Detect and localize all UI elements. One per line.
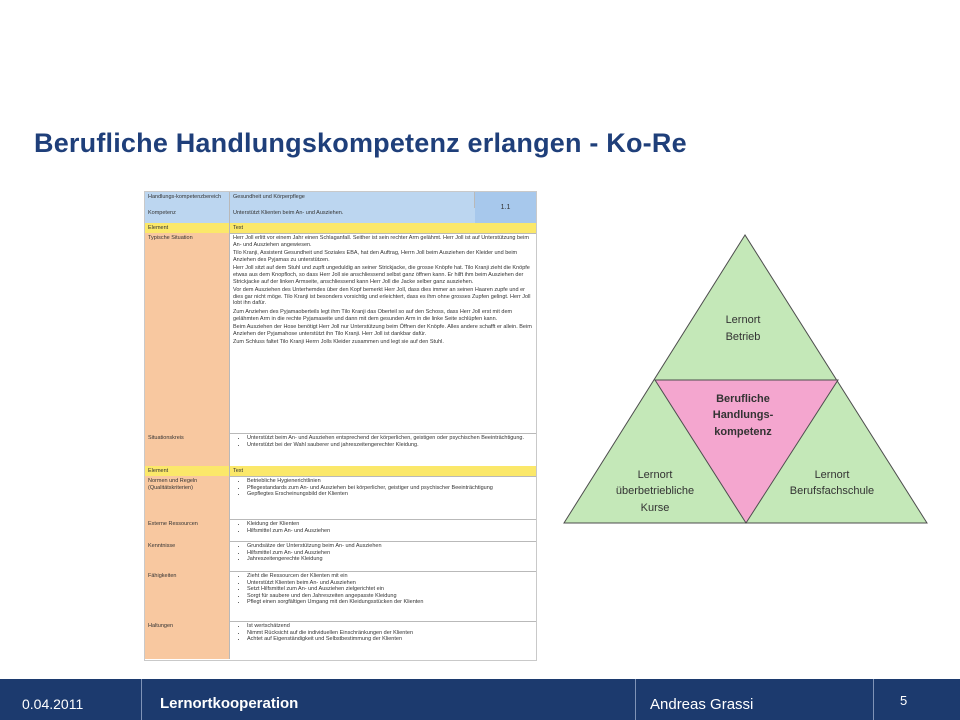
list-item: • Betriebliche Hygienerichtlinien [247, 478, 533, 485]
label-bereich: Handlungs-kompetenzbereich [145, 192, 230, 208]
situation-paragraph: Zum Schluss faltet Tilo Kranji Herrn Jolls Kleider zusammen und legt sie auf den Stuhl. [233, 339, 444, 346]
value-kenntnisse [230, 541, 536, 571]
value-ressourcen [230, 519, 536, 541]
value-normen [230, 476, 536, 519]
label-berufsfachschule-1: Lernort [814, 469, 850, 481]
row-faehigkeiten [145, 571, 536, 622]
label-normen: Normen und Regeln (Qualitätskriterien) [145, 476, 230, 519]
label-kurse-3: Kurse [640, 502, 670, 514]
label-faehigkeiten: Fähigkeiten [145, 571, 230, 621]
header-text-2: Text [233, 468, 244, 474]
list-item: • Ist wertschätzend [247, 623, 533, 630]
footer-divider [873, 679, 874, 720]
label-situation: Typische Situation [145, 233, 230, 433]
competence-number: 1.1 [474, 192, 536, 223]
list-item: • Zieht die Ressourcen der Klienten mit ein [247, 573, 533, 580]
label-kompetenz: Kompetenz [145, 208, 230, 223]
list-item: • Achtet auf Eigenständigkeit und Selbstbestimmung der Klienten [247, 636, 533, 643]
row-situation [145, 233, 536, 434]
label-kompetenz-3: kompetenz [714, 426, 772, 438]
list-item: • Nimmt Rücksicht auf die individuellen Einschränkungen der Klienten [247, 630, 533, 637]
lernort-triangle-diagram [560, 230, 940, 530]
value-faehigkeiten [230, 571, 536, 621]
row-ressourcen [145, 519, 536, 542]
value-kompetenz: Unterstützt Klienten beim An- und Ausziehen. [233, 210, 344, 216]
list-item: • Grundsätze der Unterstützung beim An- und Ausziehen [247, 543, 533, 550]
list-item: • Kleidung der Klienten [247, 521, 533, 528]
label-kurse-2: überbetriebliche [615, 485, 695, 497]
label-betrieb-1: Lernort [725, 314, 761, 326]
label-situationskreis: Situationskreis [145, 433, 230, 466]
list-item: • Jahreszeitengerechte Kleidung [247, 556, 533, 563]
value-bereich: Gesundheit und Körperpflege [233, 194, 305, 200]
value-situationskreis [230, 433, 536, 466]
situation-paragraph: Beim Ausziehen der Hose benötigt Herr Joll nur Unterstützung beim Öffnen der Knöpfe. Alles andere schafft er allein. Beim Anziehen der Pyjamahose unterstützt ihn Tilo Kranji. Herr Joll ist dankbar dafür. [233, 324, 532, 337]
list-item: • Unterstützt bei der Wahl sauberer und jahreszeitengerechter Kleidung. [247, 442, 533, 449]
list-item: • Pflegt einen sorgfältigen Umgang mit den Kleidungsstücken der Klienten [247, 599, 533, 606]
competence-document [144, 191, 537, 661]
value-situation [230, 233, 536, 433]
footer-divider [635, 679, 636, 720]
footer-title: Lernortkooperation [160, 695, 299, 712]
header-element-1: Element [145, 223, 230, 233]
row-kenntnisse [145, 541, 536, 572]
list-item: • Gepflegtes Erscheinungsbild der Klienten [247, 491, 533, 498]
label-haltungen: Haltungen [145, 621, 230, 659]
slide-title: Berufliche Handlungskompetenz erlangen - Ko-Re [34, 128, 687, 158]
situation-paragraph: Vor dem Ausziehen des Unterhemdes über den Kopf bemerkt Herr Joll, dass dies immer an seinen Haaren zupfe und er dies gar nicht möge. Tilo Kranji ist besonders vorsichtig und erleichtert, dass es ihm ohne grosses Zupfen gelingt. Herr Joll lobt ihn dafür. [233, 287, 531, 307]
label-kenntnisse: Kenntnisse [145, 541, 230, 571]
list-item: • Hilfsmittel zum An- und Ausziehen [247, 528, 533, 535]
footer-date: 0.04.2011 [22, 696, 84, 712]
label-kurse-1: Lernort [637, 469, 673, 481]
footer-divider [141, 679, 142, 720]
situation-paragraph: Herr Joll sitzt auf dem Stuhl und zupft ungeduldig an seiner Strickjacke, die grosse Knöpfe hat. Tilo Kranji zieht die Knöpfe etwas aus dem Knopfloch, so dass Herr Joll sie anschliessend selbst ganz öffnen kann. Er hilft ihm beim Ausziehen der Strickjacke auf der linken Armseite, anschliessend kann Herr Joll die Jacke selber ganz ausziehen. [233, 265, 530, 285]
footer-author: Andreas Grassi [650, 696, 754, 713]
header-element-2: Element [145, 466, 230, 476]
header-text-1: Text [233, 225, 244, 231]
footer-bar [0, 679, 960, 720]
list-item: • Hilfsmittel zum An- und Ausziehen [247, 550, 533, 557]
footer-page-number: 5 [900, 693, 908, 708]
label-kompetenz-2: Handlungs- [712, 409, 774, 421]
list-item: • Setzt Hilfsmittel zum An- und Ausziehen zielgerichtet ein [247, 586, 533, 593]
situation-paragraph: Zum Anziehen des Pyjamaoberteils legt ihm Tilo Kranji das Oberteil so auf den Schoss, dass Herr Joll erst mit dem gelähmten Arm in die rechte Pyjamaseite und dann mit dem gesunden Arm in die linke Seite schlüpfen kann. [233, 308, 513, 322]
row-situationskreis [145, 433, 536, 467]
situation-paragraph: Herr Joll erlitt vor einem Jahr einen Schlaganfall. Seither ist sein rechter Arm gelähmt. Herr Joll ist auf Unterstützung beim An- und Ausziehen angewiesen. [233, 235, 529, 248]
row-haltungen [145, 621, 536, 659]
label-ressourcen: Externe Ressourcen [145, 519, 230, 541]
list-item: • Sorgt für saubere und den Jahreszeiten angepasste Kleidung [247, 593, 533, 600]
situation-paragraph: Tilo Kranji, Assistent Gesundheit und Soziales EBA, hat den Auftrag, Herrn Joll beim Ausziehen der Kleider und beim Anziehen des Pyjamas zu unterstützen. [233, 250, 518, 263]
list-item: • Unterstützt beim An- und Ausziehen entsprechend der körperlichen, geistigen oder psychischen Beeinträchtigung. [247, 435, 533, 442]
label-berufsfachschule-2: Berufsfachschule [789, 485, 875, 497]
row-kompetenz [145, 208, 475, 224]
value-haltungen [230, 621, 536, 659]
list-item: • Unterstützt Klienten beim An- und Ausziehen [247, 580, 533, 587]
list-item: • Pflegestandards zum An- und Ausziehen bei körperlicher, geistiger und psychischer Beeinträchtigung [247, 485, 533, 492]
row-normen [145, 476, 536, 520]
label-betrieb-2: Betrieb [725, 331, 761, 343]
label-kompetenz-1: Berufliche [716, 393, 770, 405]
